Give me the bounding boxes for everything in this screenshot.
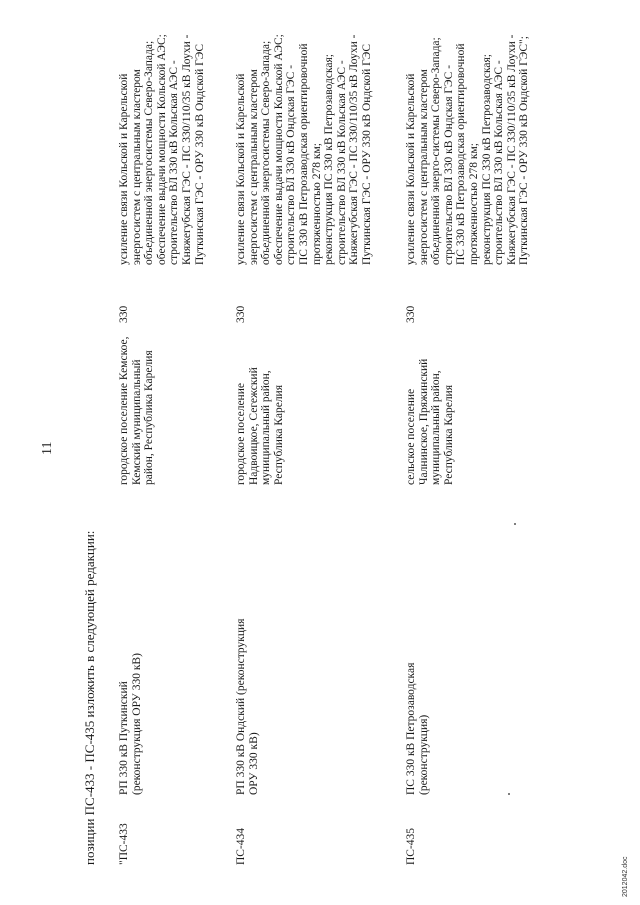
object-name: РП 330 кВ Путкинский (реконструкция ОРУ 330 кВ)	[118, 653, 143, 795]
purpose: усиление связи Кольской и Карельской энергосистем с центральным кластером объединенной энергосистемы Северо-Запада; обеспечение выдачи мощности Кольской АЭС; строительство ВЛ 330 кВ Ондская ГЭС - ПС 330 кВ Петрозаводская ориентировочной протяженностью 278 км; реконструкция ПС 330 кВ Петрозаводская; строительство ВЛ 330 кВ Кольская АЭС - Княжегубская ГЭС - ПС 330/110/35 кВ Лоухи - Путкинская ГЭС - ОРУ 330 кВ Ондской ГЭС	[235, 34, 373, 265]
table-row	[405, 0, 565, 905]
speck-mark	[514, 523, 516, 525]
table-row	[235, 0, 395, 905]
location: сельское поселение Чалнинское, Пряжинский муниципальный район, Республика Карелия	[405, 358, 455, 485]
speck-mark	[508, 793, 510, 795]
purpose: усиление связи Кольской и Карельской энергосистем с центральным кластером объединенной энерго-системы Северо-Запада; строительство ВЛ 330 кВ Ондская ГЭС - ПС 330 кВ Петрозаводская ориентировочной протяженностью 278 км; реконструкция ПС 330 кВ Петрозаводская; строительство ВЛ 330 кВ Кольская АЭС - Княжегубская ГЭС - ПС 330/110/35 кВ Лоухи - Путкинская ГЭС - ОРУ 330 кВ Ондской ГЭС";	[405, 34, 531, 265]
location: городское поселение Кемское, Кемский муниципальный район, Республика Карелия	[118, 336, 156, 485]
position-code: "ПС-433	[118, 823, 130, 865]
page-number: 11	[40, 441, 55, 455]
purpose: усиление связи Кольской и Карельской энергосистем с центральным кластером объединенной энергосистемы Северо-Запада; обеспечение выдачи мощности Кольской АЭС; строительство ВЛ 330 кВ Кольская АЭС - Княжегубская ГЭС - ПС 330/110/35 кВ Лоухи - Путкинская ГЭС - ОРУ 330 кВ Ондской ГЭС	[118, 34, 206, 265]
object-name: ПС 330 кВ Петрозаводская (реконструкция)	[405, 662, 430, 795]
position-code: ПС-435	[405, 827, 417, 865]
voltage: 330	[118, 305, 130, 323]
object-name: РП 330 кВ Ондский (реконструкция ОРУ 330 кВ)	[235, 618, 260, 795]
intro-text: позиции ПС-433 - ПС-435 изложить в следующей редакции:	[82, 530, 97, 865]
voltage: 330	[405, 305, 417, 323]
location: городское поселение Надвоицкое, Сегежский муниципальный район, Республика Карелия	[235, 367, 285, 485]
position-code: ПС-434	[235, 827, 247, 865]
file-name-footer: 2012042.doc	[622, 856, 629, 897]
voltage: 330	[235, 305, 247, 323]
